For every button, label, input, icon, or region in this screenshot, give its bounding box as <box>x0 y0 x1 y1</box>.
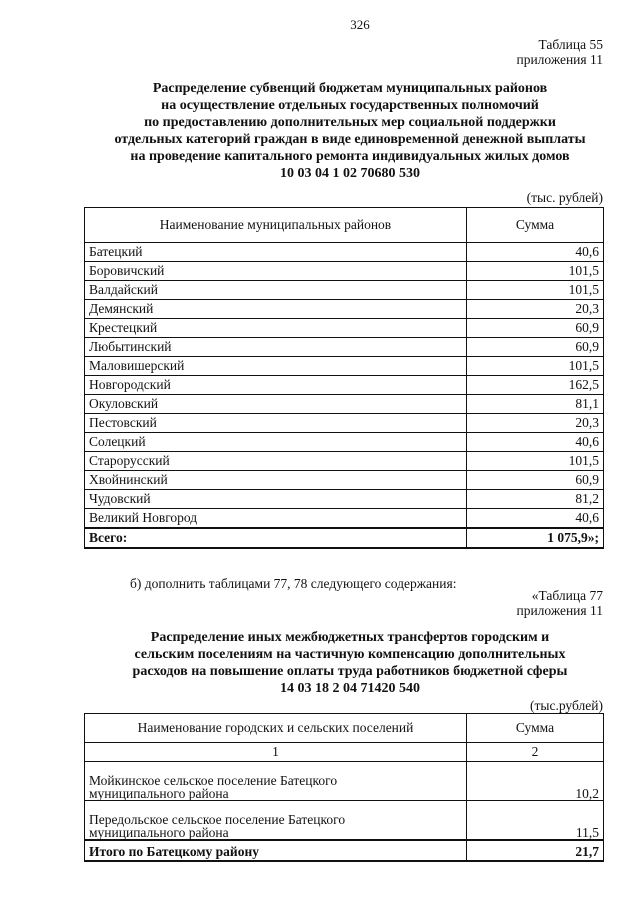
table55-title-line: на осуществление отдельных государственных полномочий <box>161 98 539 113</box>
table77-title-line: сельским поселениям на частичную компенсацию дополнительных <box>134 647 566 662</box>
settlement-name-line: Мойкинское сельское поселение Батецкого <box>89 773 338 788</box>
table-total-row <box>85 840 604 861</box>
table-row <box>85 319 604 338</box>
column-header-sum: Сумма <box>467 714 604 743</box>
amendment-paragraph: б) дополнить таблицами 77, 78 следующего содержания: <box>130 576 457 591</box>
column-header-name: Наименование городских и сельских поселений <box>85 714 467 743</box>
settlement-name-line: муниципального района <box>89 786 229 801</box>
table-total-row <box>85 528 604 548</box>
district-name: Великий Новгород <box>85 509 467 529</box>
district-sum: 40,6 <box>467 509 604 529</box>
table-row <box>85 509 604 529</box>
table77-title-line: Распределение иных межбюджетных трансфертов городским и <box>150 630 550 645</box>
district-sum: 81,2 <box>467 490 604 509</box>
table-row <box>85 433 604 452</box>
district-sum: 60,9 <box>467 319 604 338</box>
table55-title-code: 10 03 04 1 02 70680 530 <box>280 166 420 181</box>
column-number: 2 <box>467 743 604 762</box>
table-row <box>85 243 604 262</box>
district-name: Валдайский <box>85 281 467 300</box>
table55 <box>84 207 604 549</box>
district-name: Чудовский <box>85 490 467 509</box>
table55-title-line: Распределение субвенций бюджетам муниципальных районов <box>152 81 548 96</box>
district-sum: 101,5 <box>467 357 604 376</box>
district-sum: 60,9 <box>467 471 604 490</box>
column-number-row <box>85 743 604 762</box>
district-name: Крестецкий <box>85 319 467 338</box>
total-label: Всего: <box>85 528 467 548</box>
table77 <box>84 713 604 862</box>
district-sum: 40,6 <box>467 433 604 452</box>
settlement-name-line: Передольское сельское поселение Батецкого <box>89 812 346 827</box>
page-number: 326 <box>350 17 370 32</box>
table-row <box>85 762 604 801</box>
table-row <box>85 357 604 376</box>
table55-caption <box>516 37 603 67</box>
table-row <box>85 395 604 414</box>
column-header-sum: Сумма <box>467 208 604 243</box>
district-sum: 20,3 <box>467 300 604 319</box>
district-name: Батецкий <box>85 243 467 262</box>
table-row <box>85 262 604 281</box>
district-sum: 40,6 <box>467 243 604 262</box>
column-number: 1 <box>85 743 467 762</box>
table77-label: «Таблица 77 <box>531 588 603 603</box>
district-name: Старорусский <box>85 452 467 471</box>
total-sum: 1 075,9»; <box>467 528 604 548</box>
table-row <box>85 281 604 300</box>
district-name: Пестовский <box>85 414 467 433</box>
district-name: Маловишерский <box>85 357 467 376</box>
settlement-name <box>85 801 467 841</box>
district-sum: 101,5 <box>467 452 604 471</box>
district-name: Демянский <box>85 300 467 319</box>
table55-title-line: по предоставлению дополнительных мер социальной поддержки <box>144 115 556 130</box>
table77-title-line: расходов на повышение оплаты труда работников бюджетной сферы <box>132 664 568 679</box>
table77-units: (тыс.рублей) <box>530 698 603 713</box>
settlement-name-line: муниципального района <box>89 825 229 840</box>
settlement-name <box>85 762 467 801</box>
table-row <box>85 376 604 395</box>
table-row <box>85 300 604 319</box>
total-sum: 21,7 <box>467 840 604 861</box>
table-row <box>85 452 604 471</box>
table-row <box>85 338 604 357</box>
district-name: Любытинский <box>85 338 467 357</box>
district-name: Новгородский <box>85 376 467 395</box>
table77-appendix: приложения 11 <box>516 603 603 618</box>
table55-title-line: отдельных категорий граждан в виде единовременной денежной выплаты <box>114 132 586 147</box>
table55-title-line: на проведение капитального ремонта индивидуальных жилых домов <box>130 149 570 164</box>
settlement-sum: 10,2 <box>467 762 604 801</box>
table55-title <box>60 80 640 182</box>
total-label: Итого по Батецкому району <box>85 840 467 861</box>
table55-label: Таблица 55 <box>538 37 603 52</box>
table-row <box>85 801 604 841</box>
table55-appendix: приложения 11 <box>516 52 603 67</box>
settlement-sum: 11,5 <box>467 801 604 841</box>
district-name: Боровичский <box>85 262 467 281</box>
table-header-row <box>85 714 604 743</box>
district-sum: 162,5 <box>467 376 604 395</box>
table55-units: (тыс. рублей) <box>526 190 603 205</box>
table77-title <box>60 629 640 697</box>
district-sum: 101,5 <box>467 262 604 281</box>
table-row <box>85 490 604 509</box>
table77-title-code: 14 03 18 2 04 71420 540 <box>280 681 420 696</box>
table-header-row <box>85 208 604 243</box>
district-sum: 101,5 <box>467 281 604 300</box>
district-name: Солецкий <box>85 433 467 452</box>
table-row <box>85 414 604 433</box>
column-header-name: Наименование муниципальных районов <box>85 208 467 243</box>
district-name: Хвойнинский <box>85 471 467 490</box>
table77-caption <box>516 588 603 618</box>
district-sum: 60,9 <box>467 338 604 357</box>
district-sum: 20,3 <box>467 414 604 433</box>
district-name: Окуловский <box>85 395 467 414</box>
table-row <box>85 471 604 490</box>
district-sum: 81,1 <box>467 395 604 414</box>
